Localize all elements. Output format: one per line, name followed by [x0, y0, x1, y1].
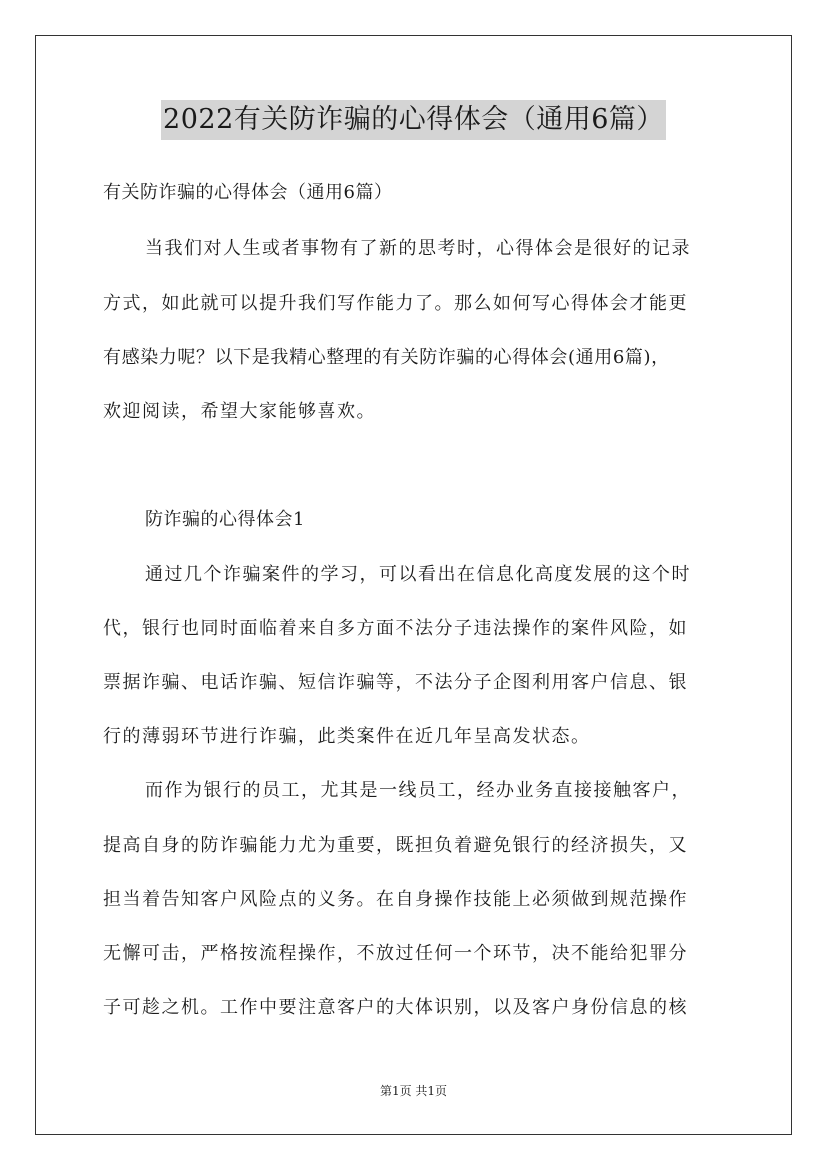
section-heading: 防诈骗的心得体会1: [145, 509, 305, 530]
section-para1-line-3: 票据诈骗、电话诈骗、短信诈骗等，不法分子企图利用客户信息、银: [103, 672, 688, 693]
intro-line-4: 欢迎阅读，希望大家能够喜欢。: [103, 401, 376, 422]
section-para2-line-4: 无懈可击，严格按流程操作，不放过任何一个环节，决不能给犯罪分: [103, 943, 688, 964]
section-para2-line-1: 而作为银行的员工，尤其是一线员工，经办业务直接接触客户，: [145, 780, 691, 801]
section-para2-line-2: 提高自身的防诈骗能力尤为重要，既担负着避免银行的经济损失，又: [103, 835, 688, 856]
title-block: [0, 100, 827, 140]
section-para1-line-1: 通过几个诈骗案件的学习，可以看出在信息化高度发展的这个时: [145, 564, 691, 585]
section-para2-line-5: 子可趁之机。工作中要注意客户的大体识别，以及客户身份信息的核: [103, 997, 688, 1018]
section-para1-line-2: 代，银行也同时面临着来自多方面不法分子违法操作的案件风险，如: [103, 618, 688, 639]
section-para2-line-3: 担当着告知客户风险点的义务。在自身操作技能上必须做到规范操作: [103, 889, 688, 910]
intro-line-1: 当我们对人生或者事物有了新的思考时，心得体会是很好的记录: [145, 238, 691, 259]
document-subtitle: 有关防诈骗的心得体会（通用6篇）: [103, 182, 393, 203]
section-para1-line-4: 行的薄弱环节进行诈骗，此类案件在近几年呈高发状态。: [103, 726, 591, 747]
page-number-footer: 第1页 共1页: [379, 1084, 448, 1098]
intro-line-3: 有感染力呢？以下是我精心整理的有关防诈骗的心得体会(通用6篇)，: [103, 347, 670, 368]
document-title: 2022有关防诈骗的心得体会（通用6篇）: [161, 100, 666, 140]
intro-line-2: 方式，如此就可以提升我们写作能力了。那么如何写心得体会才能更: [103, 293, 688, 314]
